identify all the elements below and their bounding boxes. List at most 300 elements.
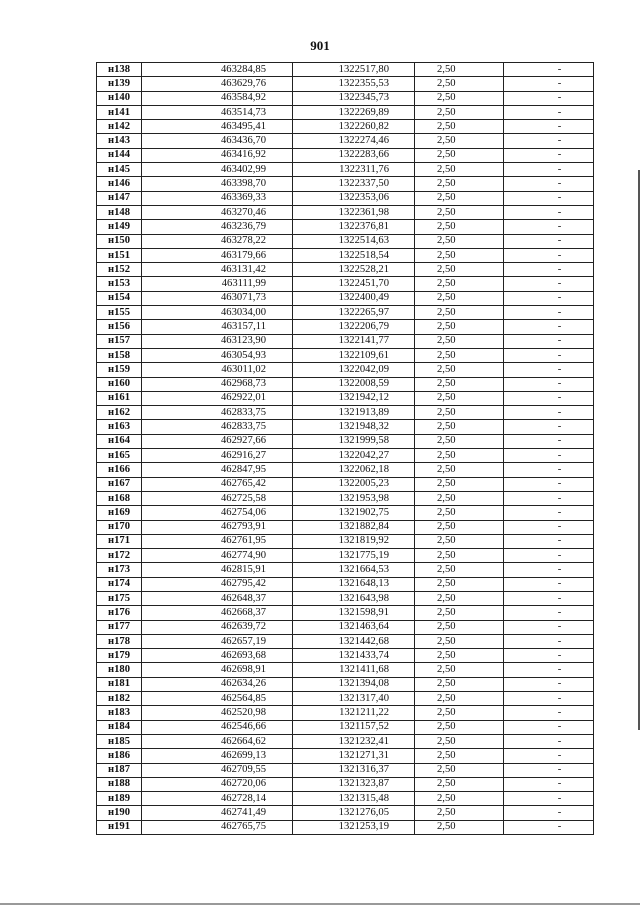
accuracy-cell: 2,50 [415, 549, 504, 563]
point-id-cell: н174 [97, 577, 142, 591]
y-coordinate-cell: 1322206,79 [293, 320, 415, 334]
point-id-cell: н171 [97, 534, 142, 548]
accuracy-cell: 2,50 [415, 534, 504, 548]
table-row [97, 163, 594, 177]
point-id-cell: н159 [97, 363, 142, 377]
x-coordinate-cell: 463071,73 [142, 291, 293, 305]
accuracy-cell: 2,50 [415, 477, 504, 491]
description-cell: - [504, 720, 594, 734]
y-coordinate-cell: 1321317,40 [293, 692, 415, 706]
description-cell: - [504, 406, 594, 420]
y-coordinate-cell: 1322514,63 [293, 234, 415, 248]
description-cell: - [504, 391, 594, 405]
accuracy-cell: 2,50 [415, 191, 504, 205]
x-coordinate-cell: 463284,85 [142, 63, 293, 77]
accuracy-cell: 2,50 [415, 620, 504, 634]
accuracy-cell: 2,50 [415, 406, 504, 420]
table-row [97, 134, 594, 148]
point-id-cell: н164 [97, 434, 142, 448]
y-coordinate-cell: 1322517,80 [293, 63, 415, 77]
x-coordinate-cell: 462815,91 [142, 563, 293, 577]
y-coordinate-cell: 1321648,13 [293, 577, 415, 591]
point-id-cell: н161 [97, 391, 142, 405]
table-row [97, 706, 594, 720]
point-id-cell: н177 [97, 620, 142, 634]
accuracy-cell: 2,50 [415, 105, 504, 119]
y-coordinate-cell: 1321411,68 [293, 663, 415, 677]
y-coordinate-cell: 1322376,81 [293, 220, 415, 234]
x-coordinate-cell: 462765,75 [142, 820, 293, 834]
accuracy-cell: 2,50 [415, 749, 504, 763]
description-cell: - [504, 348, 594, 362]
description-cell: - [504, 491, 594, 505]
point-id-cell: н160 [97, 377, 142, 391]
table-row [97, 506, 594, 520]
accuracy-cell: 2,50 [415, 77, 504, 91]
accuracy-cell: 2,50 [415, 577, 504, 591]
description-cell: - [504, 634, 594, 648]
point-id-cell: н169 [97, 506, 142, 520]
accuracy-cell: 2,50 [415, 148, 504, 162]
accuracy-cell: 2,50 [415, 134, 504, 148]
description-cell: - [504, 63, 594, 77]
description-cell: - [504, 820, 594, 834]
point-id-cell: н143 [97, 134, 142, 148]
accuracy-cell: 2,50 [415, 763, 504, 777]
description-cell: - [504, 134, 594, 148]
y-coordinate-cell: 1322062,18 [293, 463, 415, 477]
y-coordinate-cell: 1322311,76 [293, 163, 415, 177]
x-coordinate-cell: 463629,76 [142, 77, 293, 91]
x-coordinate-cell: 463111,99 [142, 277, 293, 291]
x-coordinate-cell: 463034,00 [142, 306, 293, 320]
x-coordinate-cell: 462916,27 [142, 449, 293, 463]
description-cell: - [504, 734, 594, 748]
description-cell: - [504, 806, 594, 820]
y-coordinate-cell: 1321643,98 [293, 591, 415, 605]
accuracy-cell: 2,50 [415, 663, 504, 677]
table-row [97, 191, 594, 205]
y-coordinate-cell: 1322337,50 [293, 177, 415, 191]
table-row [97, 449, 594, 463]
x-coordinate-cell: 462709,55 [142, 763, 293, 777]
x-coordinate-cell: 462833,75 [142, 406, 293, 420]
description-cell: - [504, 377, 594, 391]
coordinates-table-body [97, 63, 594, 835]
x-coordinate-cell: 463514,73 [142, 105, 293, 119]
point-id-cell: н170 [97, 520, 142, 534]
point-id-cell: н173 [97, 563, 142, 577]
x-coordinate-cell: 463369,33 [142, 191, 293, 205]
y-coordinate-cell: 1322269,89 [293, 105, 415, 119]
accuracy-cell: 2,50 [415, 363, 504, 377]
table-row [97, 434, 594, 448]
point-id-cell: н175 [97, 591, 142, 605]
accuracy-cell: 2,50 [415, 606, 504, 620]
y-coordinate-cell: 1322042,09 [293, 363, 415, 377]
y-coordinate-cell: 1322265,97 [293, 306, 415, 320]
accuracy-cell: 2,50 [415, 506, 504, 520]
y-coordinate-cell: 1322005,23 [293, 477, 415, 491]
table-row [97, 749, 594, 763]
description-cell: - [504, 449, 594, 463]
table-row [97, 205, 594, 219]
accuracy-cell: 2,50 [415, 692, 504, 706]
point-id-cell: н162 [97, 406, 142, 420]
point-id-cell: н183 [97, 706, 142, 720]
description-cell: - [504, 520, 594, 534]
y-coordinate-cell: 1321276,05 [293, 806, 415, 820]
table-row [97, 663, 594, 677]
accuracy-cell: 2,50 [415, 792, 504, 806]
x-coordinate-cell: 463270,46 [142, 205, 293, 219]
table-row [97, 220, 594, 234]
point-id-cell: н158 [97, 348, 142, 362]
table-row [97, 563, 594, 577]
accuracy-cell: 2,50 [415, 63, 504, 77]
x-coordinate-cell: 462774,90 [142, 549, 293, 563]
table-row [97, 649, 594, 663]
y-coordinate-cell: 1321913,89 [293, 406, 415, 420]
point-id-cell: н166 [97, 463, 142, 477]
y-coordinate-cell: 1321442,68 [293, 634, 415, 648]
description-cell: - [504, 577, 594, 591]
page-number: 901 [310, 38, 330, 53]
point-id-cell: н152 [97, 263, 142, 277]
x-coordinate-cell: 462741,49 [142, 806, 293, 820]
accuracy-cell: 2,50 [415, 591, 504, 605]
point-id-cell: н187 [97, 763, 142, 777]
description-cell: - [504, 148, 594, 162]
point-id-cell: н172 [97, 549, 142, 563]
description-cell: - [504, 777, 594, 791]
y-coordinate-cell: 1321598,91 [293, 606, 415, 620]
point-id-cell: н146 [97, 177, 142, 191]
y-coordinate-cell: 1321394,08 [293, 677, 415, 691]
accuracy-cell: 2,50 [415, 634, 504, 648]
point-id-cell: н168 [97, 491, 142, 505]
description-cell: - [504, 792, 594, 806]
accuracy-cell: 2,50 [415, 320, 504, 334]
x-coordinate-cell: 462720,06 [142, 777, 293, 791]
table-row [97, 634, 594, 648]
description-cell: - [504, 334, 594, 348]
table-row [97, 463, 594, 477]
table-row [97, 306, 594, 320]
accuracy-cell: 2,50 [415, 434, 504, 448]
table-row [97, 148, 594, 162]
accuracy-cell: 2,50 [415, 491, 504, 505]
x-coordinate-cell: 462922,01 [142, 391, 293, 405]
description-cell: - [504, 549, 594, 563]
x-coordinate-cell: 463236,79 [142, 220, 293, 234]
x-coordinate-cell: 463584,92 [142, 91, 293, 105]
y-coordinate-cell: 1321211,22 [293, 706, 415, 720]
accuracy-cell: 2,50 [415, 306, 504, 320]
description-cell: - [504, 477, 594, 491]
y-coordinate-cell: 1321232,41 [293, 734, 415, 748]
y-coordinate-cell: 1321463,64 [293, 620, 415, 634]
x-coordinate-cell: 462668,37 [142, 606, 293, 620]
table-row [97, 591, 594, 605]
description-cell: - [504, 191, 594, 205]
x-coordinate-cell: 462648,37 [142, 591, 293, 605]
x-coordinate-cell: 462793,91 [142, 520, 293, 534]
accuracy-cell: 2,50 [415, 234, 504, 248]
point-id-cell: н150 [97, 234, 142, 248]
y-coordinate-cell: 1321953,98 [293, 491, 415, 505]
table-row [97, 291, 594, 305]
table-row [97, 177, 594, 191]
point-id-cell: н153 [97, 277, 142, 291]
y-coordinate-cell: 1322355,53 [293, 77, 415, 91]
description-cell: - [504, 234, 594, 248]
table-row [97, 348, 594, 362]
description-cell: - [504, 291, 594, 305]
y-coordinate-cell: 1321819,92 [293, 534, 415, 548]
table-row [97, 534, 594, 548]
description-cell: - [504, 763, 594, 777]
point-id-cell: н167 [97, 477, 142, 491]
accuracy-cell: 2,50 [415, 263, 504, 277]
y-coordinate-cell: 1321664,53 [293, 563, 415, 577]
table-row [97, 677, 594, 691]
table-row [97, 577, 594, 591]
accuracy-cell: 2,50 [415, 377, 504, 391]
y-coordinate-cell: 1321157,52 [293, 720, 415, 734]
x-coordinate-cell: 462847,95 [142, 463, 293, 477]
table-row [97, 549, 594, 563]
table-row [97, 77, 594, 91]
x-coordinate-cell: 462725,58 [142, 491, 293, 505]
table-row [97, 105, 594, 119]
y-coordinate-cell: 1322528,21 [293, 263, 415, 277]
description-cell: - [504, 749, 594, 763]
point-id-cell: н178 [97, 634, 142, 648]
point-id-cell: н144 [97, 148, 142, 162]
table-row [97, 806, 594, 820]
table-row [97, 820, 594, 834]
y-coordinate-cell: 1322451,70 [293, 277, 415, 291]
table-row [97, 363, 594, 377]
table-row [97, 792, 594, 806]
table-row [97, 720, 594, 734]
y-coordinate-cell: 1322283,66 [293, 148, 415, 162]
point-id-cell: н154 [97, 291, 142, 305]
description-cell: - [504, 77, 594, 91]
description-cell: - [504, 620, 594, 634]
accuracy-cell: 2,50 [415, 806, 504, 820]
accuracy-cell: 2,50 [415, 163, 504, 177]
accuracy-cell: 2,50 [415, 677, 504, 691]
y-coordinate-cell: 1321942,12 [293, 391, 415, 405]
accuracy-cell: 2,50 [415, 220, 504, 234]
accuracy-cell: 2,50 [415, 177, 504, 191]
point-id-cell: н142 [97, 120, 142, 134]
table-row [97, 520, 594, 534]
x-coordinate-cell: 462968,73 [142, 377, 293, 391]
description-cell: - [504, 177, 594, 191]
point-id-cell: н156 [97, 320, 142, 334]
table-row [97, 763, 594, 777]
point-id-cell: н180 [97, 663, 142, 677]
table-row [97, 692, 594, 706]
coordinates-table [96, 62, 594, 835]
x-coordinate-cell: 462657,19 [142, 634, 293, 648]
accuracy-cell: 2,50 [415, 720, 504, 734]
point-id-cell: н190 [97, 806, 142, 820]
accuracy-cell: 2,50 [415, 463, 504, 477]
description-cell: - [504, 263, 594, 277]
point-id-cell: н141 [97, 105, 142, 119]
description-cell: - [504, 663, 594, 677]
table-row [97, 277, 594, 291]
description-cell: - [504, 163, 594, 177]
x-coordinate-cell: 462693,68 [142, 649, 293, 663]
x-coordinate-cell: 463054,93 [142, 348, 293, 362]
table-row [97, 377, 594, 391]
point-id-cell: н140 [97, 91, 142, 105]
x-coordinate-cell: 463131,42 [142, 263, 293, 277]
table-row [97, 320, 594, 334]
x-coordinate-cell: 462520,98 [142, 706, 293, 720]
table-row [97, 391, 594, 405]
y-coordinate-cell: 1321253,19 [293, 820, 415, 834]
y-coordinate-cell: 1322518,54 [293, 248, 415, 262]
point-id-cell: н165 [97, 449, 142, 463]
table-row [97, 777, 594, 791]
description-cell: - [504, 463, 594, 477]
x-coordinate-cell: 463436,70 [142, 134, 293, 148]
x-coordinate-cell: 462927,66 [142, 434, 293, 448]
accuracy-cell: 2,50 [415, 205, 504, 219]
table-row [97, 263, 594, 277]
accuracy-cell: 2,50 [415, 777, 504, 791]
point-id-cell: н157 [97, 334, 142, 348]
point-id-cell: н185 [97, 734, 142, 748]
accuracy-cell: 2,50 [415, 120, 504, 134]
point-id-cell: н186 [97, 749, 142, 763]
y-coordinate-cell: 1322361,98 [293, 205, 415, 219]
x-coordinate-cell: 463416,92 [142, 148, 293, 162]
y-coordinate-cell: 1321999,58 [293, 434, 415, 448]
accuracy-cell: 2,50 [415, 706, 504, 720]
accuracy-cell: 2,50 [415, 820, 504, 834]
accuracy-cell: 2,50 [415, 563, 504, 577]
accuracy-cell: 2,50 [415, 348, 504, 362]
y-coordinate-cell: 1321775,19 [293, 549, 415, 563]
description-cell: - [504, 591, 594, 605]
point-id-cell: н184 [97, 720, 142, 734]
y-coordinate-cell: 1321882,84 [293, 520, 415, 534]
y-coordinate-cell: 1321323,87 [293, 777, 415, 791]
y-coordinate-cell: 1321948,32 [293, 420, 415, 434]
x-coordinate-cell: 462795,42 [142, 577, 293, 591]
point-id-cell: н147 [97, 191, 142, 205]
description-cell: - [504, 120, 594, 134]
accuracy-cell: 2,50 [415, 291, 504, 305]
y-coordinate-cell: 1322353,06 [293, 191, 415, 205]
description-cell: - [504, 434, 594, 448]
x-coordinate-cell: 463398,70 [142, 177, 293, 191]
x-coordinate-cell: 462639,72 [142, 620, 293, 634]
y-coordinate-cell: 1321433,74 [293, 649, 415, 663]
description-cell: - [504, 277, 594, 291]
description-cell: - [504, 363, 594, 377]
table-row [97, 420, 594, 434]
y-coordinate-cell: 1321902,75 [293, 506, 415, 520]
y-coordinate-cell: 1322345,73 [293, 91, 415, 105]
description-cell: - [504, 320, 594, 334]
point-id-cell: н149 [97, 220, 142, 234]
point-id-cell: н182 [97, 692, 142, 706]
y-coordinate-cell: 1322260,82 [293, 120, 415, 134]
x-coordinate-cell: 462833,75 [142, 420, 293, 434]
x-coordinate-cell: 462564,85 [142, 692, 293, 706]
table-row [97, 91, 594, 105]
x-coordinate-cell: 463179,66 [142, 248, 293, 262]
point-id-cell: н181 [97, 677, 142, 691]
description-cell: - [504, 706, 594, 720]
description-cell: - [504, 220, 594, 234]
table-row [97, 477, 594, 491]
y-coordinate-cell: 1322400,49 [293, 291, 415, 305]
y-coordinate-cell: 1321315,48 [293, 792, 415, 806]
accuracy-cell: 2,50 [415, 420, 504, 434]
x-coordinate-cell: 462698,91 [142, 663, 293, 677]
x-coordinate-cell: 463402,99 [142, 163, 293, 177]
description-cell: - [504, 677, 594, 691]
x-coordinate-cell: 462546,66 [142, 720, 293, 734]
x-coordinate-cell: 463011,02 [142, 363, 293, 377]
table-row [97, 234, 594, 248]
point-id-cell: н189 [97, 792, 142, 806]
point-id-cell: н179 [97, 649, 142, 663]
x-coordinate-cell: 463123,90 [142, 334, 293, 348]
accuracy-cell: 2,50 [415, 277, 504, 291]
description-cell: - [504, 105, 594, 119]
description-cell: - [504, 563, 594, 577]
description-cell: - [504, 205, 594, 219]
y-coordinate-cell: 1321316,37 [293, 763, 415, 777]
description-cell: - [504, 306, 594, 320]
point-id-cell: н176 [97, 606, 142, 620]
y-coordinate-cell: 1322274,46 [293, 134, 415, 148]
table-row [97, 491, 594, 505]
x-coordinate-cell: 462728,14 [142, 792, 293, 806]
table-row [97, 406, 594, 420]
accuracy-cell: 2,50 [415, 248, 504, 262]
accuracy-cell: 2,50 [415, 734, 504, 748]
x-coordinate-cell: 462664,62 [142, 734, 293, 748]
description-cell: - [504, 692, 594, 706]
y-coordinate-cell: 1322008,59 [293, 377, 415, 391]
table-row [97, 734, 594, 748]
table-row [97, 63, 594, 77]
point-id-cell: н151 [97, 248, 142, 262]
point-id-cell: н139 [97, 77, 142, 91]
point-id-cell: н155 [97, 306, 142, 320]
accuracy-cell: 2,50 [415, 334, 504, 348]
y-coordinate-cell: 1322042,27 [293, 449, 415, 463]
table-row [97, 620, 594, 634]
accuracy-cell: 2,50 [415, 391, 504, 405]
point-id-cell: н138 [97, 63, 142, 77]
table-row [97, 120, 594, 134]
accuracy-cell: 2,50 [415, 520, 504, 534]
x-coordinate-cell: 462765,42 [142, 477, 293, 491]
x-coordinate-cell: 462634,26 [142, 677, 293, 691]
